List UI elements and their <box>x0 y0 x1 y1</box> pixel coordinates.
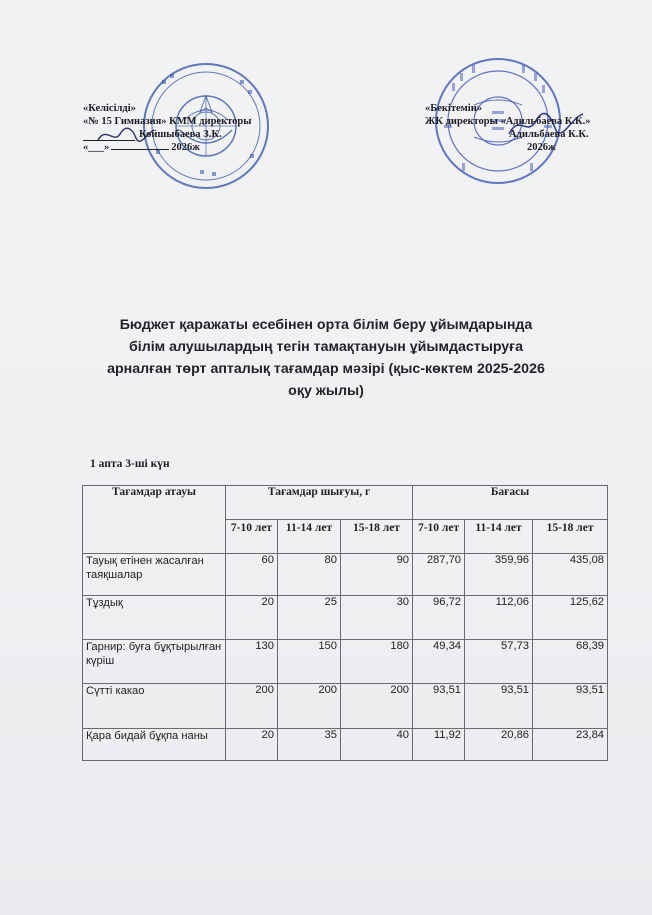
dish-name: Тауық етінен жасалған таяқшалар <box>83 554 226 596</box>
table-row <box>83 684 608 729</box>
table-row <box>83 729 608 761</box>
approval-label-right: «Бекітемін» <box>425 103 483 114</box>
dish-name: Қара бидай бұқпа наны <box>83 729 226 761</box>
portion-11-14: 150 <box>278 640 341 684</box>
approval-block-left <box>83 102 293 154</box>
price-11-14: 359,96 <box>465 554 533 596</box>
portion-11-14: 80 <box>278 554 341 596</box>
price-7-10: 287,70 <box>413 554 465 596</box>
portion-7-10: 20 <box>226 596 278 640</box>
portion-7-10: 200 <box>226 684 278 729</box>
portion-15-18: 200 <box>341 684 413 729</box>
day-label: 1 апта 3-ші күн <box>90 458 170 470</box>
dish-name: Гарнир: буға бұқтырылған күріш <box>83 640 226 684</box>
table-row <box>83 640 608 684</box>
price-11-14: 93,51 <box>465 684 533 729</box>
portion-7-10: 60 <box>226 554 278 596</box>
approval-block-right <box>425 102 640 154</box>
header-age-price-15-18: 15-18 лет <box>533 520 608 554</box>
portion-7-10: 130 <box>226 640 278 684</box>
header-age-portion-15-18: 15-18 лет <box>341 520 413 554</box>
portion-15-18: 40 <box>341 729 413 761</box>
header-age-price-7-10: 7-10 лет <box>413 520 465 554</box>
portion-11-14: 25 <box>278 596 341 640</box>
price-7-10: 96,72 <box>413 596 465 640</box>
approval-date-right: 2026ж <box>527 142 556 153</box>
portion-15-18: 90 <box>341 554 413 596</box>
portion-15-18: 30 <box>341 596 413 640</box>
table-row <box>83 554 608 596</box>
portion-11-14: 200 <box>278 684 341 729</box>
header-dish-name: Тағамдар атауы <box>83 486 226 554</box>
table-row <box>83 596 608 640</box>
dish-name: Тұздық <box>83 596 226 640</box>
price-7-10: 11,92 <box>413 729 465 761</box>
price-11-14: 57,73 <box>465 640 533 684</box>
price-7-10: 49,34 <box>413 640 465 684</box>
approval-date-left: 2026ж <box>171 142 200 153</box>
portion-15-18: 180 <box>341 640 413 684</box>
approval-name-left: Койшыбаева З.К. <box>139 129 222 140</box>
price-7-10: 93,51 <box>413 684 465 729</box>
portion-7-10: 20 <box>226 729 278 761</box>
approval-org-left: «№ 15 Гимназия» КММ директоры <box>83 116 252 127</box>
header-portion: Тағамдар шығуы, г <box>226 486 413 520</box>
price-11-14: 112,06 <box>465 596 533 640</box>
approval-name-right: Адильбаева К.К. <box>509 129 589 140</box>
header-age-portion-7-10: 7-10 лет <box>226 520 278 554</box>
header-price: Бағасы <box>413 486 608 520</box>
portion-11-14: 35 <box>278 729 341 761</box>
price-15-18: 435,08 <box>533 554 608 596</box>
menu-table <box>82 485 608 761</box>
document-title: Бюджет қаражаты есебінен орта білім беру ұйымдарында білім алушылардың тегін тамақтануын ұйымдастыруға арналған төрт апталық тағамдар мәзірі (қыс-көктем 2025-2026 оқу жылы) <box>107 317 545 399</box>
approval-date-prefix-left: «___» <box>83 142 110 153</box>
header-age-portion-11-14: 11-14 лет <box>278 520 341 554</box>
header-age-price-11-14: 11-14 лет <box>465 520 533 554</box>
approval-org-right: ЖК директоры «Адильбаева К.К.» <box>425 116 591 127</box>
price-15-18: 23,84 <box>533 729 608 761</box>
price-15-18: 93,51 <box>533 684 608 729</box>
dish-name: Сүтті какао <box>83 684 226 729</box>
approval-label-left: «Келісілді» <box>83 103 136 114</box>
price-15-18: 68,39 <box>533 640 608 684</box>
price-15-18: 125,62 <box>533 596 608 640</box>
price-11-14: 20,86 <box>465 729 533 761</box>
